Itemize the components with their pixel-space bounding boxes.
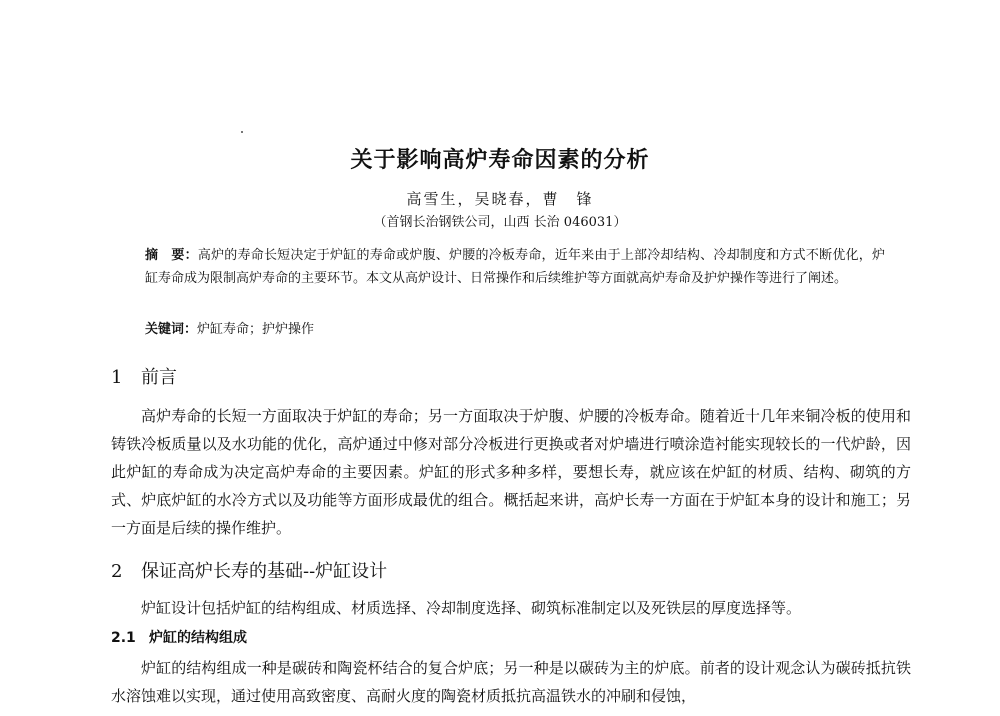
author-list: 高雪生，吴晓春，曹 锋 [406,190,594,208]
section-heading-1 [111,366,177,390]
section-title: 保证高炉长寿的基础--炉缸设计 [141,561,388,582]
subsection-paragraph: 炉缸的结构组成一种是碳砖和陶瓷杯结合的复合炉底；另一种是以碳砖为主的炉底。前者的设计观念认为碳砖抵抗铁水溶蚀难以实现，通过使用高致密度、高耐火度的陶瓷材质抵抗高温铁水的冲刷和侵蚀， [111,659,911,705]
subsection-number: 2.1 [111,630,136,646]
section-heading-2 [111,560,387,584]
section-title: 前言 [141,367,177,388]
abstract-label: 摘 要： [145,248,198,263]
subsection-heading [111,627,247,647]
section-1-paragraph: 高炉寿命的长短一方面取决于炉缸的寿命；另一方面取决于炉腹、炉腰的冷板寿命。随着近十几年来铜冷板的使用和铸铁冷板质量以及水功能的优化，高炉通过中修对部分冷板进行更换或者对炉墙进行喷涂造衬能实现较长的一代炉龄，因此炉缸的寿命成为决定高炉寿命的主要因素。炉缸的形式多种多样，要想长寿，就应该在炉缸的材质、结构、砌筑的方式、炉底炉缸的水冷方式以及功能等方面形成最优的组合。概括起来讲，高炉长寿一方面在于炉缸本身的设计和施工；另一方面是后续的操作维护。 [111,407,911,537]
section-number: 1 [111,367,123,388]
keywords-label: 关键词： [145,322,198,337]
section-2-paragraph: 炉缸设计包括炉缸的结构组成、材质选择、冷却制度选择、砌筑标准制定以及死铁层的厚度选择等。 [141,599,802,617]
abstract-text: 高炉的寿命长短决定于炉缸的寿命或炉腹、炉腰的冷板寿命，近年来由于上部冷却结构、冷却制度和方式不断优化，炉缸寿命成为限制高炉寿命的主要环节。本文从高炉设计、日常操作和后续维护等方面就高炉寿命及护炉操作等进行了阐述。 [145,248,885,286]
affiliation: （首钢长治钢铁公司，山西 长治 046031） [373,215,627,230]
keywords-text: 炉缸寿命；护炉操作 [197,322,315,337]
section-number: 2 [111,561,123,582]
paper-title: 关于影响高炉寿命因素的分析 [350,148,650,173]
scan-speck [241,131,243,133]
subsection-title: 炉缸的结构组成 [149,630,247,646]
keywords [145,318,885,341]
abstract [145,244,885,290]
